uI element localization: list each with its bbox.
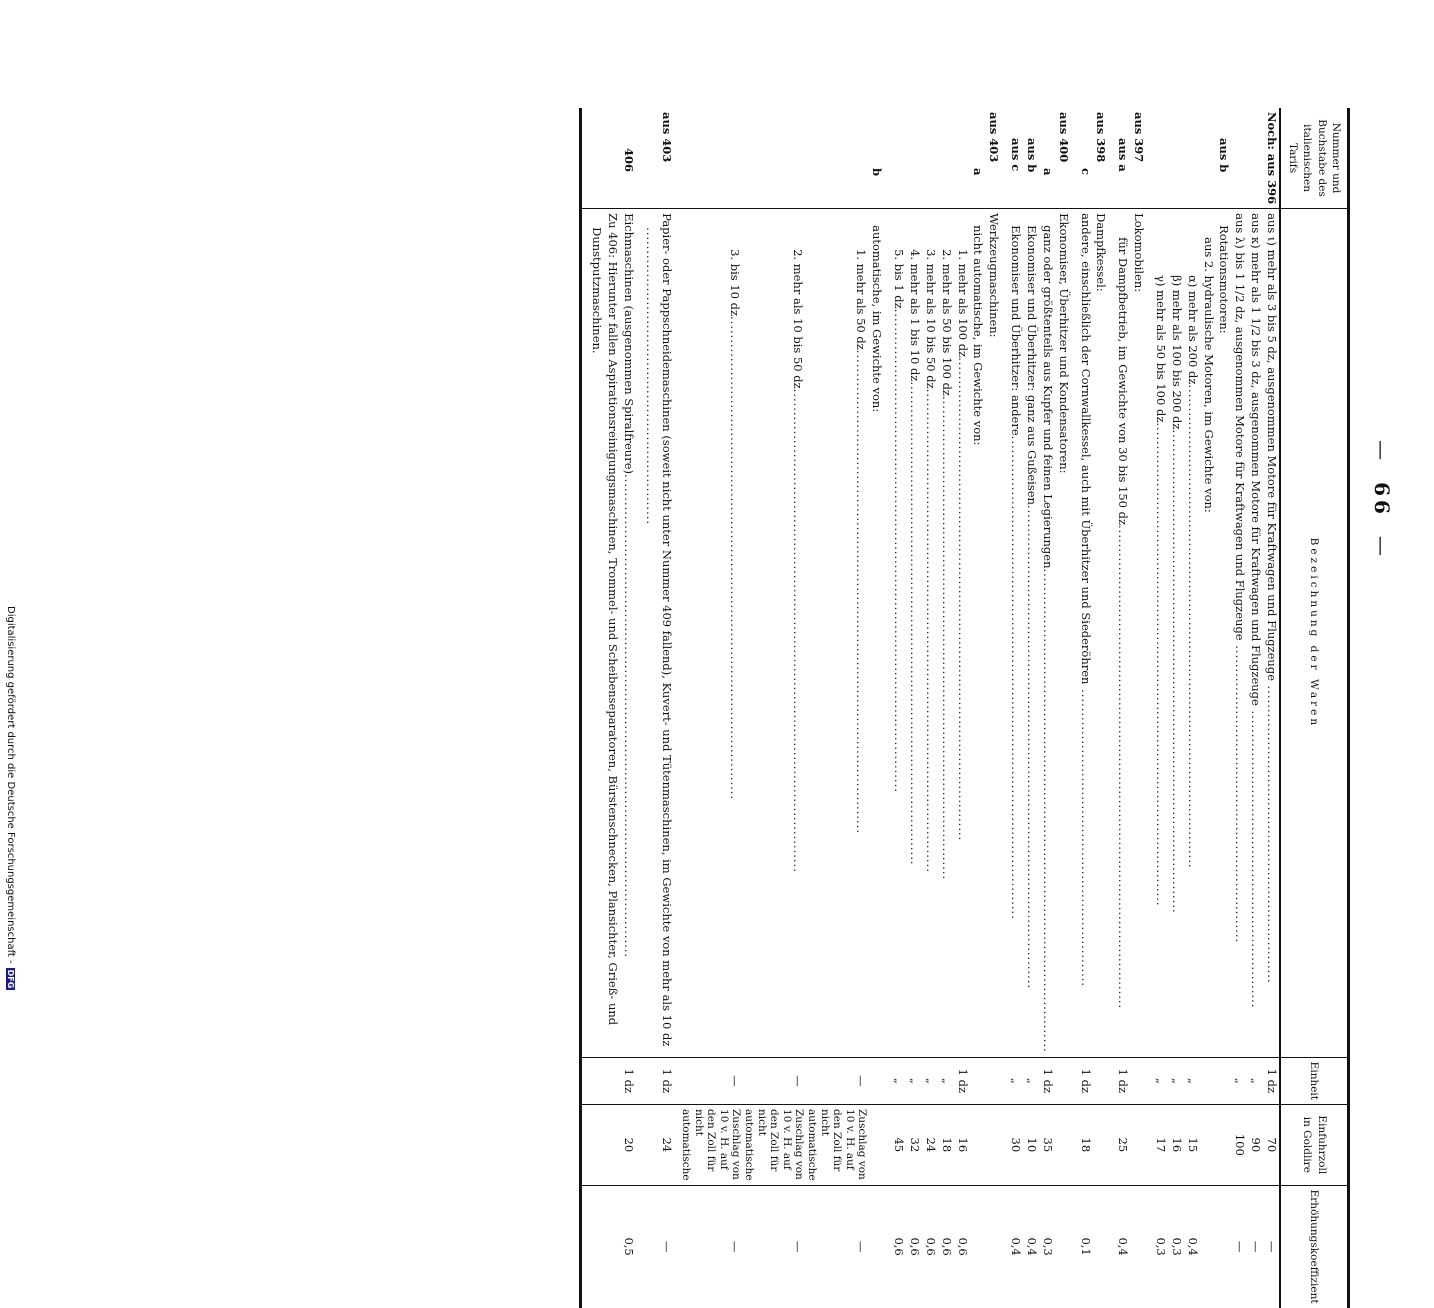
row-description: ganz oder größtenteils aus Kupfer und feinen Legierungen ..... — [1039, 209, 1055, 1058]
table-row — [1114, 108, 1130, 1308]
row-unit: „ — [1184, 1057, 1200, 1104]
dash-right: — — [1370, 535, 1394, 560]
row-duty: 70 — [1263, 1105, 1280, 1186]
row-description: 5. bis 1 dz ..... — [890, 209, 906, 1058]
row-duty: 15 — [1184, 1105, 1200, 1186]
row-number: aus 403 — [987, 112, 1002, 163]
row-duty: 32 — [906, 1105, 922, 1186]
header-description: Bezeichnung der Waren — [1280, 209, 1348, 1058]
row-duty: Zuschlag von 10 v. H. auf den Zoll für nicht automatische — [805, 1105, 868, 1186]
page-number-line — [1370, 0, 1394, 1000]
row-number: aus b — [1217, 138, 1232, 173]
row-unit: 1 dz — [954, 1057, 970, 1104]
table-row — [922, 108, 938, 1308]
row-unit: — — [805, 1057, 868, 1104]
row-coefficient: — — [642, 1185, 674, 1307]
table-row — [868, 108, 884, 1308]
row-coefficient: 0,3 — [1039, 1185, 1055, 1307]
table-row — [890, 108, 906, 1308]
row-description: andere, einschließlich der Cornwallkessel, auch mit Überhitzer und Siederöhren ..... — [1077, 209, 1093, 1058]
table-row — [1184, 108, 1200, 1308]
row-coefficient: 0,6 — [922, 1185, 938, 1307]
row-duty: 20 — [620, 1105, 636, 1186]
row-duty: 24 — [642, 1105, 674, 1186]
table-row — [1231, 108, 1247, 1308]
header-unit: Einheit — [1280, 1057, 1348, 1104]
table-row — [1039, 108, 1055, 1308]
row-coefficient: 0,1 — [1077, 1185, 1093, 1307]
row-coefficient: 0,4 — [1114, 1185, 1130, 1307]
table-row — [1007, 108, 1023, 1308]
table-row — [906, 108, 922, 1308]
row-description: aus λ) bis 1 1/2 dz, ausgenommen Motore für Kraftwagen und Flugzeuge ..... — [1231, 209, 1247, 1058]
row-unit: „ — [1007, 1057, 1023, 1104]
row-unit: 1 dz — [1114, 1057, 1130, 1104]
row-unit: 1 dz — [1263, 1057, 1280, 1104]
row-description — [581, 209, 620, 1058]
tariff-table — [579, 108, 1350, 1308]
digitization-credit-text: Digitalisierung gefördert durch die Deutsche Forschungsgemeinschaft - — [5, 606, 16, 964]
row-coefficient: — — [680, 1185, 743, 1307]
table-row — [1263, 108, 1280, 1308]
row-description: 1. mehr als 100 dz ..... — [954, 209, 970, 1058]
row-description: γ) mehr als 50 bis 100 dz ..... — [1152, 209, 1168, 1058]
row-number: aus c — [1009, 138, 1024, 172]
row-coefficient: 0,6 — [890, 1185, 906, 1307]
row-description: aus 2. hydraulische Motoren, im Gewichte von: — [1200, 209, 1216, 1058]
row-duty: 18 — [1077, 1105, 1093, 1186]
row-coefficient: — — [805, 1185, 868, 1307]
row-unit: „ — [1247, 1057, 1263, 1104]
row-duty: 100 — [1231, 1105, 1247, 1186]
table-row — [805, 108, 868, 1308]
row-unit: — — [743, 1057, 806, 1104]
footnote-406: Zu 406: Hierunter fallen Aspirationsreinigungsmaschinen, Trommel- und Scheibenseparatoren, Bürstenschnecken, Plansichter, Grieß- und Dunstputzmaschinen. — [590, 213, 620, 1026]
row-duty: Zuschlag von 10 v. H. auf den Zoll für nicht automatische — [680, 1105, 743, 1186]
row-description: Eichmaschinen (ausgenommen Spiralfreure) ..... — [620, 209, 636, 1058]
table-row — [1130, 108, 1146, 1308]
table-row — [1152, 108, 1168, 1308]
row-duty: 16 — [954, 1105, 970, 1186]
row-description: Ekonomiser und Überhitzer: andere ..... — [1007, 209, 1023, 1058]
row-description: Werkzeugmaschinen: — [985, 209, 1001, 1058]
row-coefficient: 0,3 — [1168, 1185, 1184, 1307]
page-number: 66 — [1370, 482, 1394, 518]
row-description: Ekonomiser und Überhitzer: ganz aus Gußeisen ..... — [1023, 209, 1039, 1058]
row-unit: — — [680, 1057, 743, 1104]
row-unit: „ — [1152, 1057, 1168, 1104]
row-description: Dampfkessel: — [1093, 209, 1109, 1058]
row-description: aus κ) mehr als 1 1/2 bis 3 dz, ausgenommen Motore für Kraftwagen und Flugzeuge ..... — [1247, 209, 1263, 1058]
row-coefficient: — — [1263, 1185, 1280, 1307]
row-number: aus a — [1116, 138, 1131, 172]
row-coefficient: 0,5 — [620, 1185, 636, 1307]
row-unit: „ — [1023, 1057, 1039, 1104]
row-number: 406 — [621, 148, 636, 173]
table-row — [938, 108, 954, 1308]
row-coefficient: 0,6 — [938, 1185, 954, 1307]
table-row — [1093, 108, 1109, 1308]
table-row — [1055, 108, 1071, 1308]
table-row — [985, 108, 1001, 1308]
row-duty: 10 — [1023, 1105, 1039, 1186]
row-duty: 90 — [1247, 1105, 1263, 1186]
row-duty: 17 — [1152, 1105, 1168, 1186]
row-unit: 1 dz — [1039, 1057, 1055, 1104]
table-row — [1168, 108, 1184, 1308]
table-row — [743, 108, 806, 1308]
row-unit: „ — [1231, 1057, 1247, 1104]
row-coefficient: 0,3 — [1152, 1185, 1168, 1307]
row-description: Papier- oder Pappschneidemaschinen (soweit nicht unter Nummer 409 fallend), Kuvert- und Tütenmaschinen, im Gewichte von mehr als 10 dz ..... — [642, 209, 674, 1058]
row-description: 4. mehr als 1 bis 10 dz ..... — [906, 209, 922, 1058]
row-coefficient: — — [743, 1185, 806, 1307]
row-unit: „ — [906, 1057, 922, 1104]
row-description: 2. mehr als 50 bis 100 dz ..... — [938, 209, 954, 1058]
row-duty: 35 — [1039, 1105, 1055, 1186]
row-description: Lokomobilen: — [1130, 209, 1146, 1058]
table-header-row — [1280, 108, 1348, 1308]
dash-left: — — [1370, 440, 1394, 465]
row-unit: 1 dz — [642, 1057, 674, 1104]
row-description: α) mehr als 200 dz ..... — [1184, 209, 1200, 1058]
row-unit: „ — [1168, 1057, 1184, 1104]
table-row — [1247, 108, 1263, 1308]
row-description: 3. mehr als 10 bis 50 dz ..... — [922, 209, 938, 1058]
row-duty: 25 — [1114, 1105, 1130, 1186]
row-description: aus ι) mehr als 3 bis 5 dz, ausgenommen Motore für Kraftwagen und Flugzeuge ..... — [1263, 209, 1280, 1058]
row-description: Rotationsmotoren: — [1216, 209, 1232, 1058]
table-row — [680, 108, 743, 1308]
table-row — [581, 108, 620, 1308]
row-unit: „ — [922, 1057, 938, 1104]
row-description: Ekonomiser, Überhitzer und Kondensatoren: — [1055, 209, 1071, 1058]
row-description: für Dampfbetrieb, im Gewichte von 30 bis 150 dz ..... — [1114, 209, 1130, 1058]
row-coefficient: 0,4 — [1007, 1185, 1023, 1307]
row-coefficient: 0,4 — [1023, 1185, 1039, 1307]
row-coefficient: 0,6 — [954, 1185, 970, 1307]
row-number: aus 403 — [659, 112, 674, 163]
row-number: c — [1078, 168, 1093, 176]
row-unit: 1 dz — [620, 1057, 636, 1104]
row-description: automatische, im Gewichte von: — [868, 209, 884, 1058]
row-unit: „ — [938, 1057, 954, 1104]
row-number: aus 398 — [1094, 112, 1109, 163]
row-description: nicht automatische, im Gewichte von: — [970, 209, 986, 1058]
table-row — [1023, 108, 1039, 1308]
row-duty: Zuschlag von 10 v. H. auf den Zoll für nicht automatische — [743, 1105, 806, 1186]
row-number: Noch: aus 396 — [1265, 112, 1280, 205]
row-duty: 24 — [922, 1105, 938, 1186]
dfg-logo: DFG — [6, 969, 15, 989]
row-coefficient: 0,6 — [906, 1185, 922, 1307]
row-unit: „ — [890, 1057, 906, 1104]
row-description: 2. mehr als 10 bis 50 dz ..... — [743, 209, 806, 1058]
header-number: Nummer und Buchstabe des italienischen Tarifs — [1280, 108, 1348, 209]
row-duty: 18 — [938, 1105, 954, 1186]
row-description: 1. mehr als 50 dz ..... — [805, 209, 868, 1058]
row-number: b — [870, 168, 885, 177]
row-coefficient: 0,4 — [1184, 1185, 1200, 1307]
table-row — [954, 108, 970, 1308]
row-coefficient: — — [1247, 1185, 1263, 1307]
row-duty: 16 — [1168, 1105, 1184, 1186]
row-coefficient: — — [1231, 1185, 1247, 1307]
header-coefficient: Erhöhungskoeffizient — [1280, 1185, 1348, 1307]
row-duty: 45 — [890, 1105, 906, 1186]
row-duty: 30 — [1007, 1105, 1023, 1186]
row-number: a — [971, 168, 986, 176]
row-number: aus b — [1025, 138, 1040, 173]
row-unit: 1 dz — [1077, 1057, 1093, 1104]
table-row — [642, 108, 674, 1308]
table-row — [1077, 108, 1093, 1308]
table-row — [970, 108, 986, 1308]
row-number: aus 400 — [1056, 112, 1071, 163]
row-description: 3. bis 10 dz ..... — [680, 209, 743, 1058]
table-row — [1216, 108, 1232, 1308]
table-row — [1200, 108, 1216, 1308]
row-number: a — [1040, 168, 1055, 176]
header-duty: Einfuhrzoll in Goldlire — [1280, 1105, 1348, 1186]
row-number: aus 397 — [1132, 112, 1147, 163]
row-description: β) mehr als 100 bis 200 dz ..... — [1168, 209, 1184, 1058]
table-row — [620, 108, 636, 1308]
